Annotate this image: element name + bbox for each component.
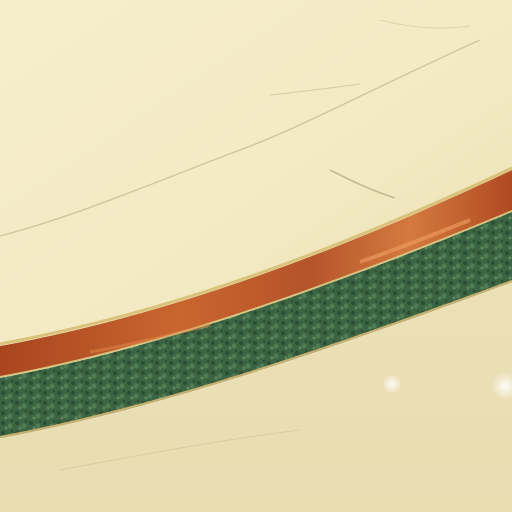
light-reflection [382,374,402,394]
